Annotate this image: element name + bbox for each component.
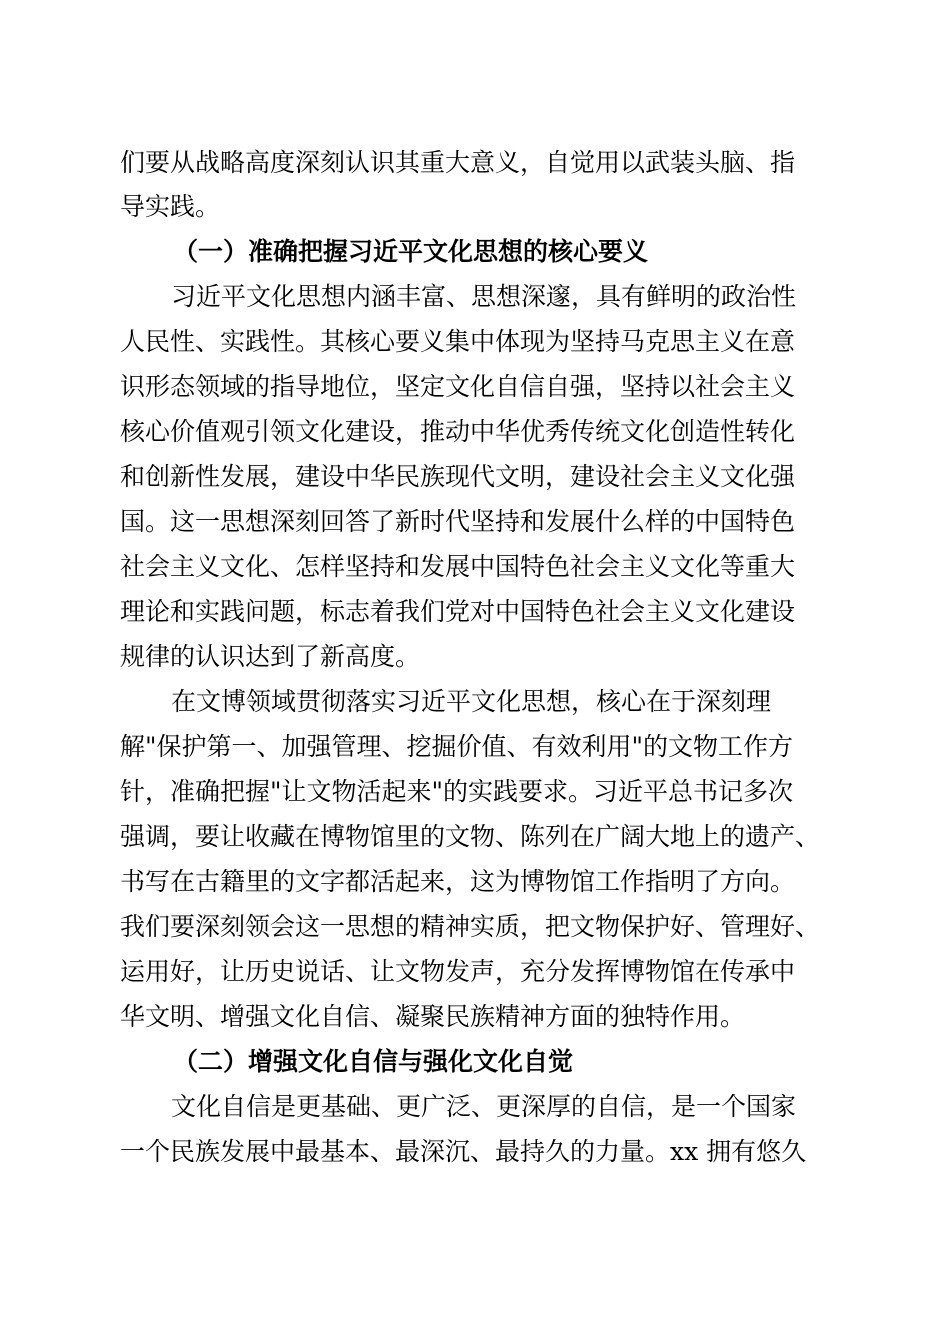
body-text-line: 强调，要让收藏在博物馆里的文物、陈列在广阔大地上的遗产、 — [120, 822, 821, 851]
body-text-line: 导实践。 — [120, 192, 221, 221]
body-text-line: 社会主义文化、怎样坚持和发展中国特色社会主义文化等重大 — [120, 552, 796, 581]
body-text-line: 运用好，让历史说话、让文物发声，充分发挥博物馆在传承中 — [120, 957, 796, 986]
body-text-line: 规律的认识达到了新高度。 — [120, 642, 421, 671]
body-text-line: 理论和实践问题，标志着我们党对中国特色社会主义文化建设 — [120, 597, 796, 626]
body-text-line: 在文博领域贯彻落实习近平文化思想，核心在于深刻理 — [171, 687, 772, 716]
body-text-line: 解"保护第一、加强管理、挖掘价值、有效利用"的文物工作方 — [120, 732, 794, 761]
body-text-line: 华文明、增强文化自信、凝聚民族精神方面的独特作用。 — [120, 1002, 746, 1031]
body-text-line: 和创新性发展，建设中华民族现代文明，建设社会主义文化强 — [120, 462, 796, 491]
body-text-line: 人民性、实践性。其核心要义集中体现为坚持马克思主义在意 — [120, 327, 796, 356]
section-heading-2: （二）增强文化自信与强化文化自觉 — [173, 1047, 574, 1076]
body-text-line: 国。这一思想深刻回答了新时代坚持和发展什么样的中国特色 — [120, 507, 796, 536]
section-heading-1: （一）准确把握习近平文化思想的核心要义 — [173, 237, 649, 266]
body-text-line: 一个民族发展中最基本、最深沉、最持久的力量。xx 拥有悠久 — [120, 1137, 807, 1166]
body-text-line: 文化自信是更基础、更广泛、更深厚的自信，是一个国家 — [171, 1092, 797, 1121]
body-text-line: 我们要深刻领会这一思想的精神实质，把文物保护好、管理好、 — [120, 912, 821, 941]
body-text-line: 针，准确把握"让文物活起来"的实践要求。习近平总书记多次 — [120, 777, 794, 806]
body-text-line: 习近平文化思想内涵丰富、思想深邃，具有鲜明的政治性 — [171, 282, 797, 311]
body-text-line: 识形态领域的指导地位，坚定文化自信自强，坚持以社会主义 — [120, 372, 796, 401]
body-text-line: 书写在古籍里的文字都活起来，这为博物馆工作指明了方向。 — [120, 867, 796, 896]
body-text-line: 核心价值观引领文化建设，推动中华优秀传统文化创造性转化 — [120, 417, 796, 446]
body-text-line: 们要从战略高度深刻认识其重大意义，自觉用以武装头脑、指 — [120, 148, 796, 177]
